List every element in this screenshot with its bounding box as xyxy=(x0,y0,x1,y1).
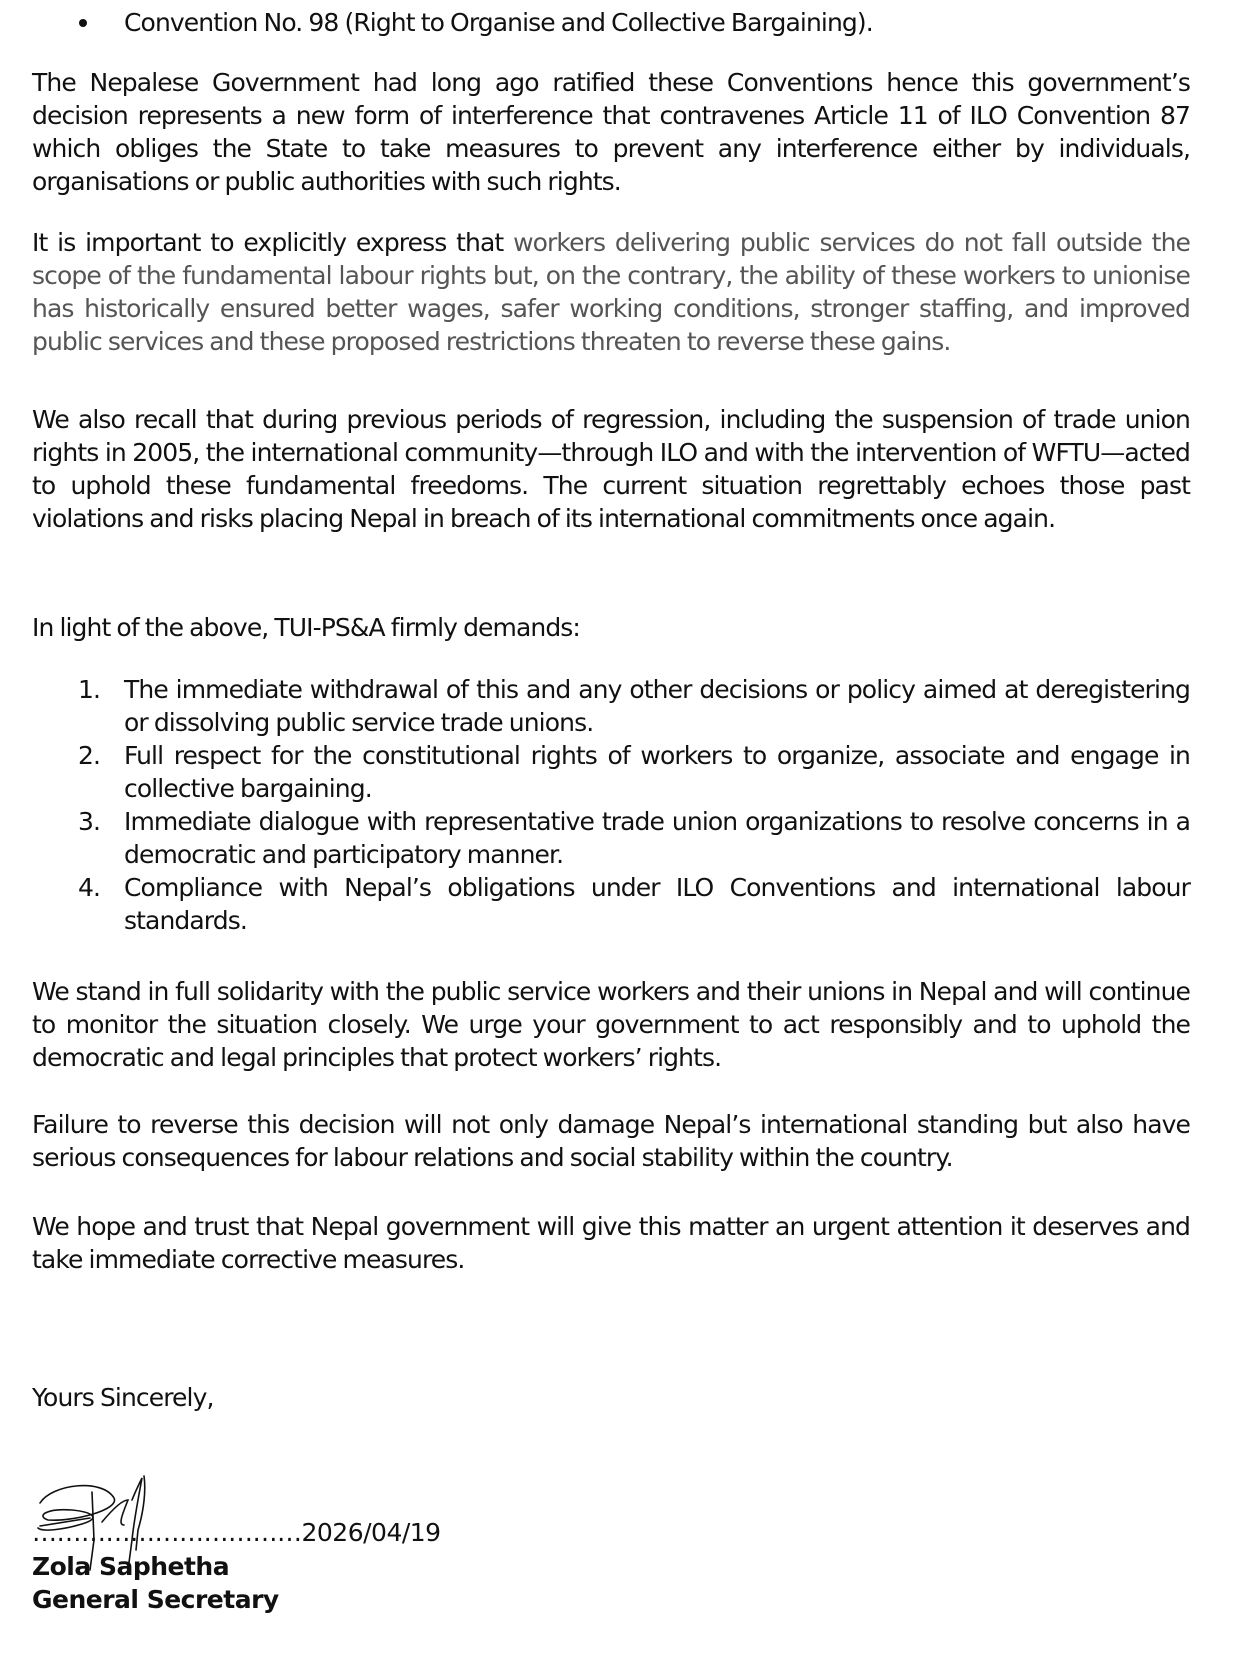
signature-block xyxy=(32,1470,632,1630)
signatory-name: Zola Saphetha xyxy=(32,1552,230,1581)
demands-intro: In light of the above, TUI-PS&A firmly demands: xyxy=(32,613,580,642)
paragraph-ratification: The Nepalese Government had long ago ratified these Conventions hence this government’s decision represents a new form of interference that contravenes Article 11 of ILO Convention 87 which obliges the State to take measures to prevent any interference either by individuals, organisations or public authorities with such rights. xyxy=(32,68,1190,196)
demand-number: 1. xyxy=(78,675,101,704)
closing-salutation: Yours Sincerely, xyxy=(32,1383,214,1412)
bullet-icon xyxy=(79,19,87,27)
demand-item xyxy=(32,739,1190,805)
paragraph-recall: We also recall that during previous periods of regression, including the suspension of trade union rights in 2005, the international community—through ILO and with the intervention of WFTU—acted to uphold these fundamental freedoms. The current situation regrettably echoes those past violations and risks placing Nepal in breach of its international commitments once again. xyxy=(32,405,1190,533)
demand-text: Compliance with Nepal’s obligations under ILO Conventions and international labour standards. xyxy=(124,873,1190,935)
signature-date: 2026/04/19 xyxy=(301,1518,441,1547)
bullet-list-item xyxy=(32,6,1190,39)
demand-number: 4. xyxy=(78,873,101,902)
demand-item xyxy=(32,805,1190,871)
bullet-text: Convention No. 98 (Right to Organise and Collective Bargaining). xyxy=(124,8,873,37)
demand-text: Immediate dialogue with representative trade union organizations to resolve concerns in a democratic and participatory manner. xyxy=(124,807,1190,869)
demand-item xyxy=(32,673,1190,739)
demand-text: The immediate withdrawal of this and any other decisions or policy aimed at deregistering or dissolving public service trade unions. xyxy=(124,675,1190,737)
paragraph-solidarity: We stand in full solidarity with the public service workers and their unions in Nepal and will continue to monitor the situation closely. We urge your government to act responsibly and to uphold the democratic and legal principles that protect workers’ rights. xyxy=(32,977,1190,1072)
signature-dots: …………………………… xyxy=(32,1518,302,1547)
demand-text: Full respect for the constitutional rights of workers to organize, associate and engage in collective bargaining. xyxy=(124,741,1190,803)
signatory-title: General Secretary xyxy=(32,1585,279,1614)
demand-number: 3. xyxy=(78,807,101,836)
paragraph-important-gray: workers delivering public services do not fall outside the scope of the fundamental labour rights but, on the contrary, the ability of these workers to unionise has historically ensured better wages, safer working conditions, stronger staffing, and improved public services and these proposed restrictions threaten to reverse these gains. xyxy=(32,228,1190,356)
demand-number: 2. xyxy=(78,741,101,770)
demands-list xyxy=(32,673,1190,937)
paragraph-important-lead: It is important to explicitly express that xyxy=(32,228,514,257)
paragraph-hope: We hope and trust that Nepal government will give this matter an urgent attention it deserves and take immediate corrective measures. xyxy=(32,1212,1190,1274)
demand-item xyxy=(32,871,1190,937)
paragraph-important xyxy=(32,226,1190,358)
paragraph-failure: Failure to reverse this decision will not only damage Nepal’s international standing but also have serious consequences for labour relations and social stability within the country. xyxy=(32,1110,1190,1172)
